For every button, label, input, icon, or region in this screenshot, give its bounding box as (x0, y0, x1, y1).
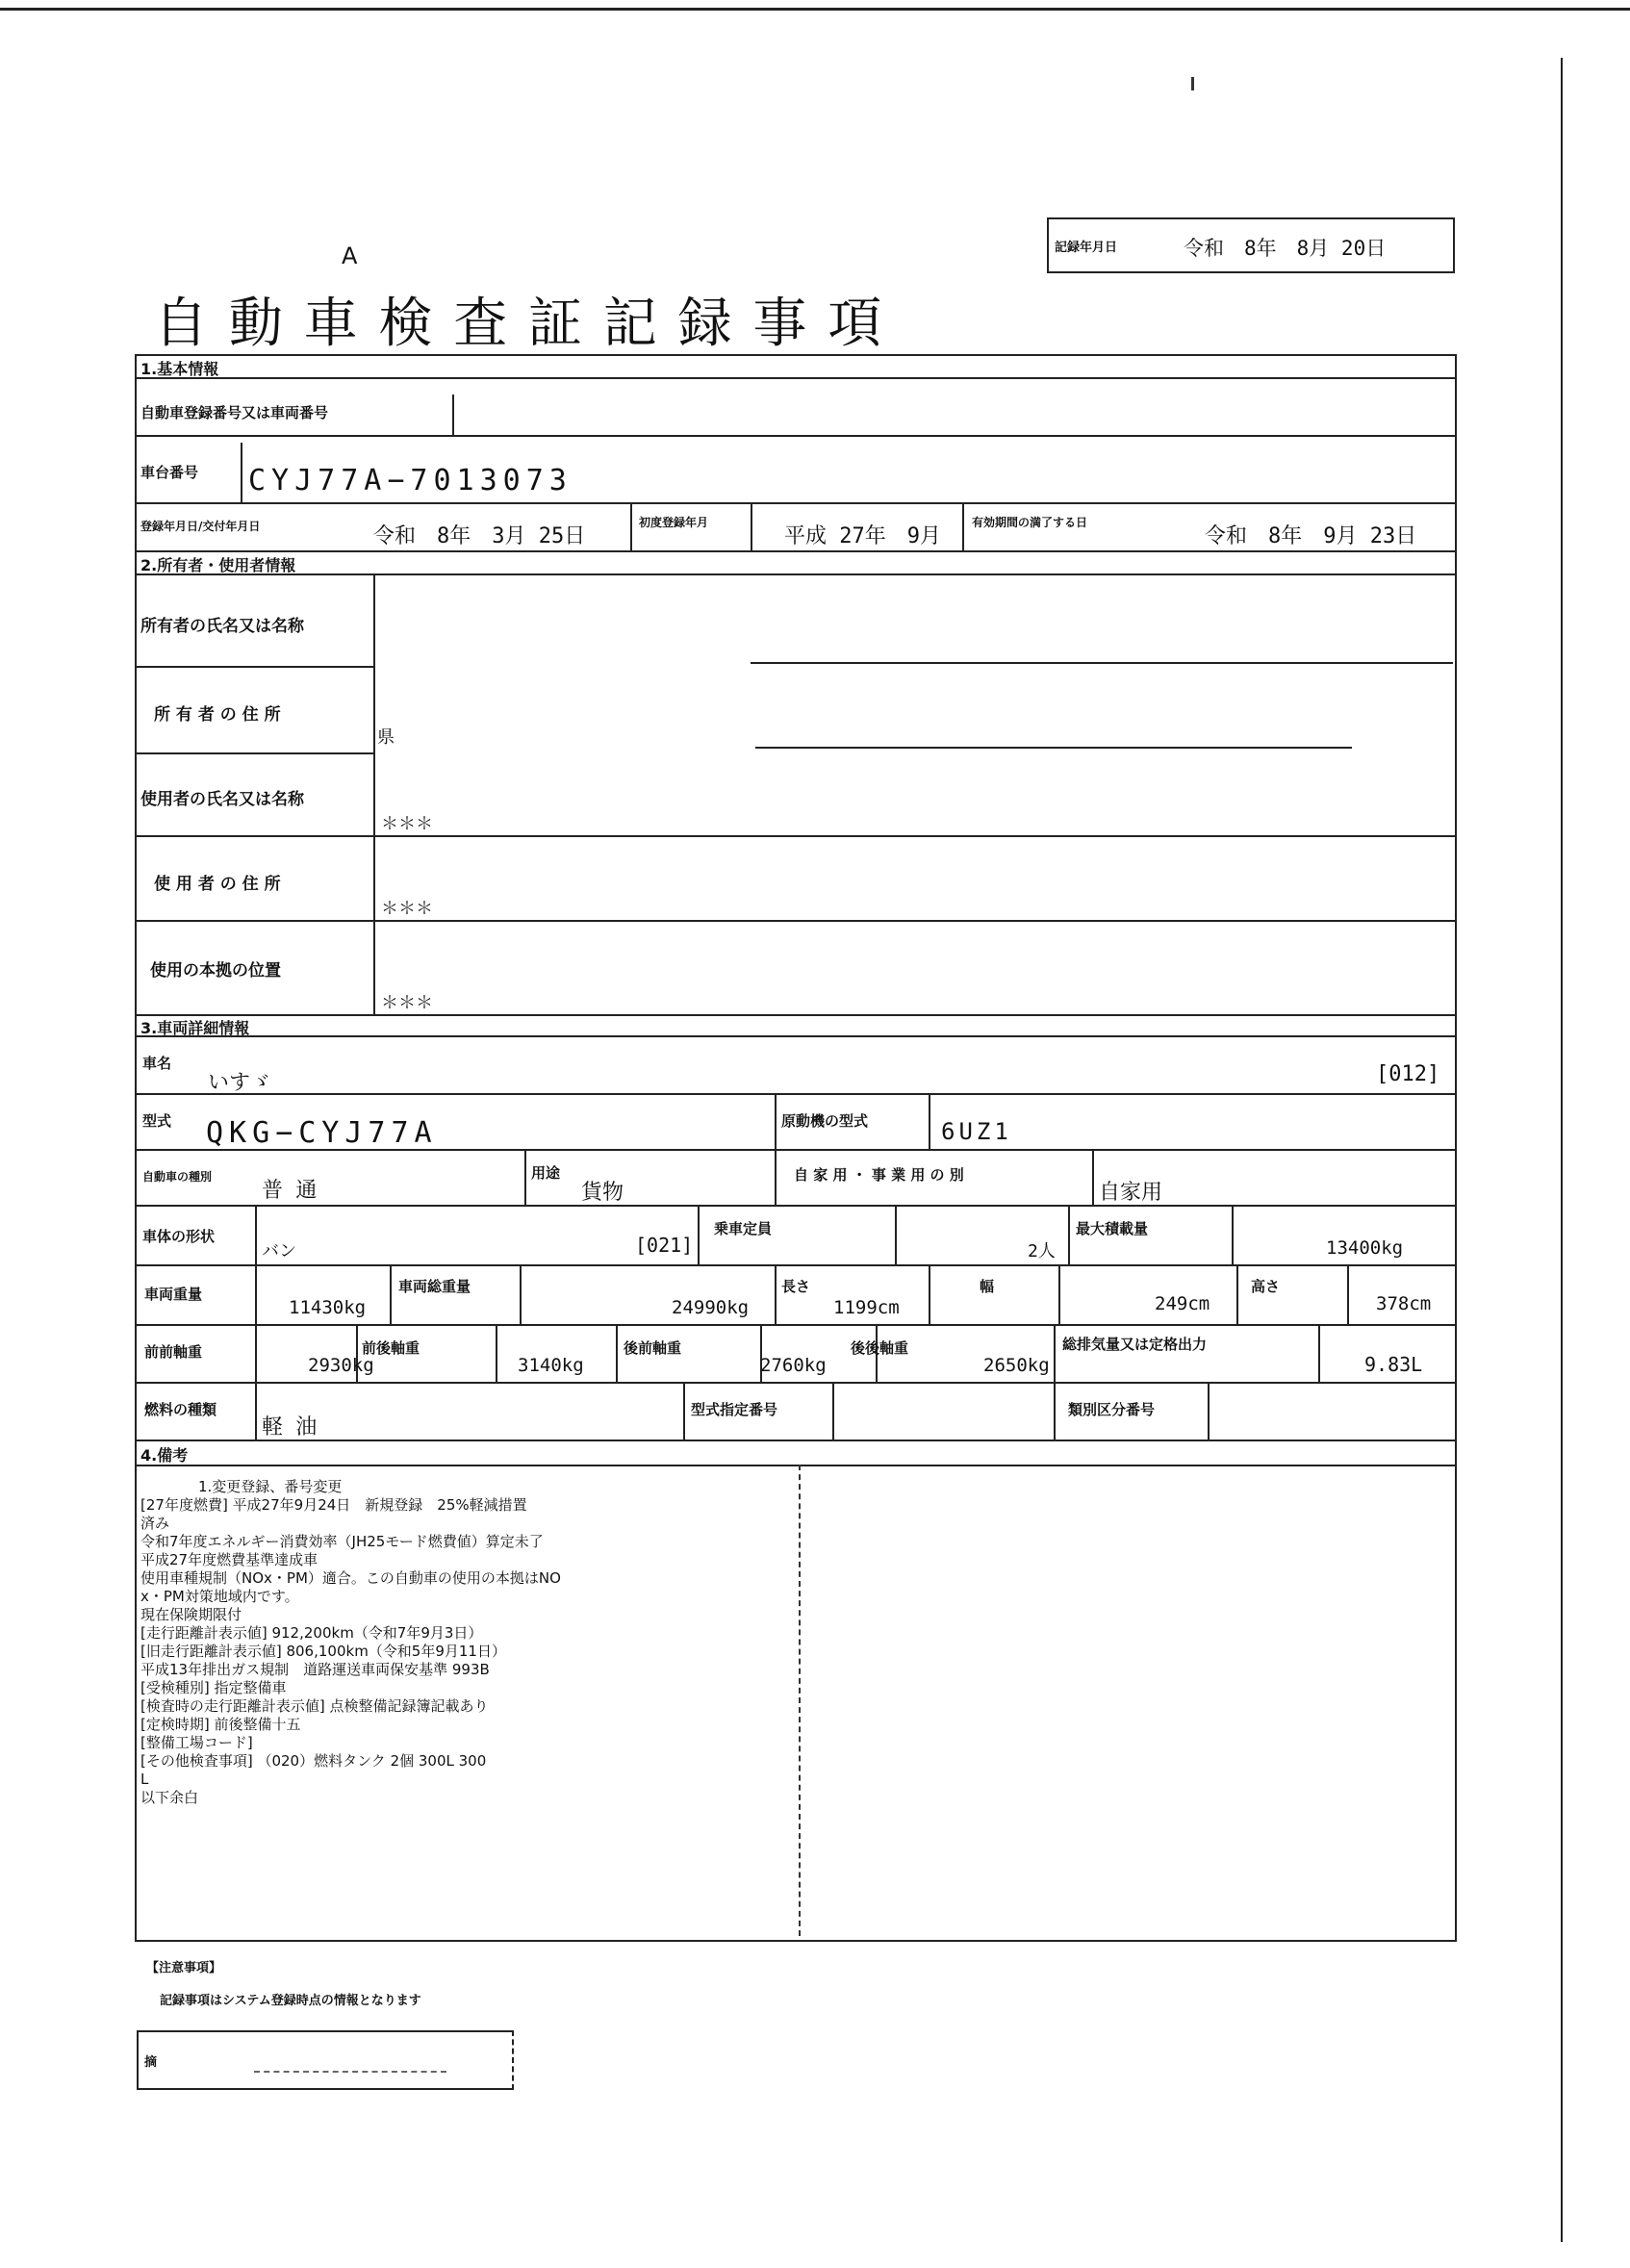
vehicle-weight-value: 11430kg (289, 1297, 367, 1318)
rule (135, 752, 375, 754)
gross-weight-label: 車両総重量 (398, 1278, 471, 1295)
vehicle-kind-label: 自動車の種別 (142, 1170, 213, 1184)
fuel-type-label: 燃料の種類 (144, 1401, 217, 1418)
max-load-label: 最大積載量 (1076, 1220, 1149, 1237)
record-date-box (1047, 217, 1455, 273)
owner-name-label: 所有者の氏名又は名称 (140, 617, 304, 636)
body-shape-label: 車体の形状 (142, 1228, 216, 1245)
notes-label: 【注意事項】 (146, 1961, 222, 1975)
rule (683, 1382, 685, 1440)
length-label: 長さ (781, 1278, 811, 1295)
rule (755, 747, 1352, 749)
rule (1054, 1324, 1056, 1382)
notes-text: 記録事項はシステム登録時点の情報となります (160, 1994, 421, 2008)
rear-rear-axle-label: 後後軸重 (851, 1339, 909, 1357)
owner-address-value: 県 (377, 727, 395, 748)
footer-box-line (254, 2071, 446, 2073)
rule (1054, 1382, 1056, 1440)
rule (1347, 1264, 1349, 1324)
rule (524, 1149, 526, 1205)
rear-rear-axle-value: 2650kg (983, 1355, 1050, 1376)
rule (962, 504, 964, 550)
rule (929, 1264, 930, 1324)
scan-mark (1191, 77, 1194, 90)
displacement-value: 9.83L (1364, 1353, 1423, 1376)
chassis-number-label: 車台番号 (140, 464, 199, 481)
rule (135, 435, 1455, 437)
rule (135, 573, 1455, 575)
rule (373, 573, 375, 1016)
rule (520, 1264, 522, 1324)
gross-weight-value: 24990kg (672, 1297, 750, 1318)
expiry-date-value: 令和 8年 9月 23日 (1205, 524, 1417, 548)
rule (775, 1149, 777, 1205)
rule (1208, 1382, 1210, 1440)
model-value: QKG−CYJ77A (206, 1116, 438, 1150)
rule (1092, 1149, 1094, 1205)
section-remarks-heading: 4.備考 (140, 1446, 189, 1465)
rule (1236, 1264, 1238, 1324)
length-value: 1199cm (833, 1297, 900, 1318)
rule (135, 1205, 1455, 1207)
rule (496, 1324, 497, 1382)
rule (751, 662, 1453, 664)
rule (241, 443, 242, 502)
engine-model-value: 6UZ1 (941, 1118, 1012, 1145)
rule (255, 1324, 257, 1382)
rule (452, 395, 454, 435)
rule (255, 1264, 257, 1324)
rear-front-axle-value: 2760kg (760, 1355, 827, 1376)
make-label: 車名 (142, 1055, 172, 1072)
rule (135, 502, 1455, 504)
remarks-divider (799, 1465, 801, 1936)
first-registration-value: 平成 27年 9月 (784, 524, 941, 548)
front-front-axle-value: 2930kg (308, 1355, 374, 1376)
rule (929, 1093, 930, 1149)
front-rear-axle-value: 3140kg (518, 1355, 584, 1376)
rear-front-axle-label: 後前軸重 (624, 1339, 682, 1357)
rule (832, 1382, 834, 1440)
user-name-value: ＊＊＊ (381, 814, 433, 834)
section-owner-heading: 2.所有者・使用者情報 (140, 556, 296, 574)
first-registration-label: 初度登録年月 (639, 516, 709, 529)
rule (135, 1014, 1455, 1016)
rule (775, 1264, 777, 1324)
rule (135, 1035, 1455, 1037)
make-value: いすゞ (208, 1071, 272, 1095)
rule (135, 1465, 1455, 1466)
rule (895, 1205, 897, 1264)
chassis-number-value: CYJ77A−7013073 (248, 464, 573, 497)
footer-box-label: 摘 (144, 2055, 158, 2070)
width-label: 幅 (980, 1278, 995, 1295)
page-top-border (0, 8, 1630, 11)
use-label: 用途 (531, 1164, 561, 1182)
height-label: 高さ (1251, 1278, 1281, 1295)
private-business-label: 自 家 用 ・ 事 業 用 の 別 (794, 1166, 964, 1184)
category-number-label: 類別区分番号 (1068, 1401, 1156, 1418)
rule (135, 1093, 1455, 1095)
record-date-label: 記録年月日 (1055, 241, 1118, 255)
rule (135, 666, 375, 668)
rule (135, 1324, 1455, 1326)
rule (135, 1440, 1455, 1441)
rule (698, 1205, 700, 1264)
model-label: 型式 (142, 1112, 172, 1130)
rule (1232, 1205, 1234, 1264)
vehicle-weight-label: 車両重量 (144, 1286, 203, 1303)
section-vehicle-heading: 3.車両詳細情報 (140, 1019, 250, 1037)
rule (1068, 1205, 1070, 1264)
rule (1058, 1264, 1060, 1324)
vehicle-kind-value: 普 通 (262, 1179, 318, 1203)
document-marker: A (342, 242, 358, 269)
user-address-value: ＊＊＊ (381, 899, 433, 919)
rule (135, 920, 1455, 922)
base-location-label: 使用の本拠の位置 (150, 961, 281, 981)
rule (616, 1324, 618, 1382)
width-value: 249cm (1155, 1293, 1210, 1314)
front-front-axle-label: 前前軸重 (144, 1343, 203, 1361)
registration-number-label: 自動車登録番号又は車両番号 (140, 404, 329, 421)
rule (390, 1264, 392, 1324)
height-value: 378cm (1376, 1293, 1432, 1314)
registration-date-value: 令和 8年 3月 25日 (373, 524, 586, 548)
rule (135, 377, 1455, 379)
capacity-label: 乗車定員 (714, 1220, 773, 1237)
make-code: [012] (1376, 1062, 1440, 1086)
front-rear-axle-label: 前後軸重 (362, 1339, 420, 1357)
displacement-label: 総排気量又は定格出力 (1062, 1336, 1208, 1353)
owner-address-label: 所 有 者 の 住 所 (154, 705, 281, 725)
capacity-value: 2人 (1028, 1241, 1056, 1261)
body-shape-value: バン (262, 1241, 296, 1261)
rule (775, 1093, 777, 1149)
use-value: 貨物 (581, 1181, 624, 1205)
record-date-value: 令和 8年 8月 20日 (1184, 237, 1387, 260)
base-location-value: ＊＊＊ (381, 993, 433, 1013)
private-business-value: 自家用 (1099, 1181, 1163, 1205)
expiry-date-label: 有効期間の満了する日 (972, 516, 1088, 529)
user-address-label: 使 用 者 の 住 所 (154, 875, 281, 894)
max-load-value: 13400kg (1326, 1237, 1404, 1259)
rule (135, 835, 1455, 837)
rule (135, 550, 1455, 552)
rule (135, 1382, 1455, 1384)
rule (255, 1205, 257, 1264)
rule (751, 504, 752, 550)
registration-date-label: 登録年月日/交付年月日 (140, 520, 261, 533)
fuel-type-value: 軽 油 (262, 1415, 318, 1440)
user-name-label: 使用者の氏名又は名称 (140, 790, 304, 809)
rule (135, 1264, 1455, 1266)
document-title: 自 動 車 検 査 証 記 録 事 項 (154, 293, 884, 355)
body-shape-code: [021] (635, 1234, 694, 1257)
rule (255, 1382, 257, 1440)
remarks-text: 1.変更登録、番号変更 [27年度燃費] 平成27年9月24日 新規登録 25%軽減措置 済み 令和7年度エネルギー消費効率（JH25モード燃費値）算定未了 平成27年度燃費基準達成車 使用車種規制（NOx・PM）適合。この自動車の使用の本拠はNO x・PM対策地域内です。 現在保険期限付 [走行距離計表示値] 912,200km（令和7年9月3日） [旧走行距離計表示値] 806,100km（令和5年9月11日） 平成13年排出ガス規制 道路運送車両保安基準 993B [受検種別] 指定整備車 [検査時の走行距離計表示値] 点検整備記録簿記載あり [定検時期] 前後整備十五 [整備工場コード] [その他検査事項] （020）燃料タンク 2個 300L 300 L 以下余白 (140, 1478, 561, 1806)
footer-box (137, 2030, 514, 2090)
page-right-border (1561, 58, 1563, 2242)
section-basic-heading: 1.基本情報 (140, 360, 219, 378)
rule (1318, 1324, 1320, 1382)
rule (630, 504, 632, 550)
type-designation-label: 型式指定番号 (691, 1401, 778, 1418)
engine-model-label: 原動機の型式 (781, 1112, 869, 1130)
